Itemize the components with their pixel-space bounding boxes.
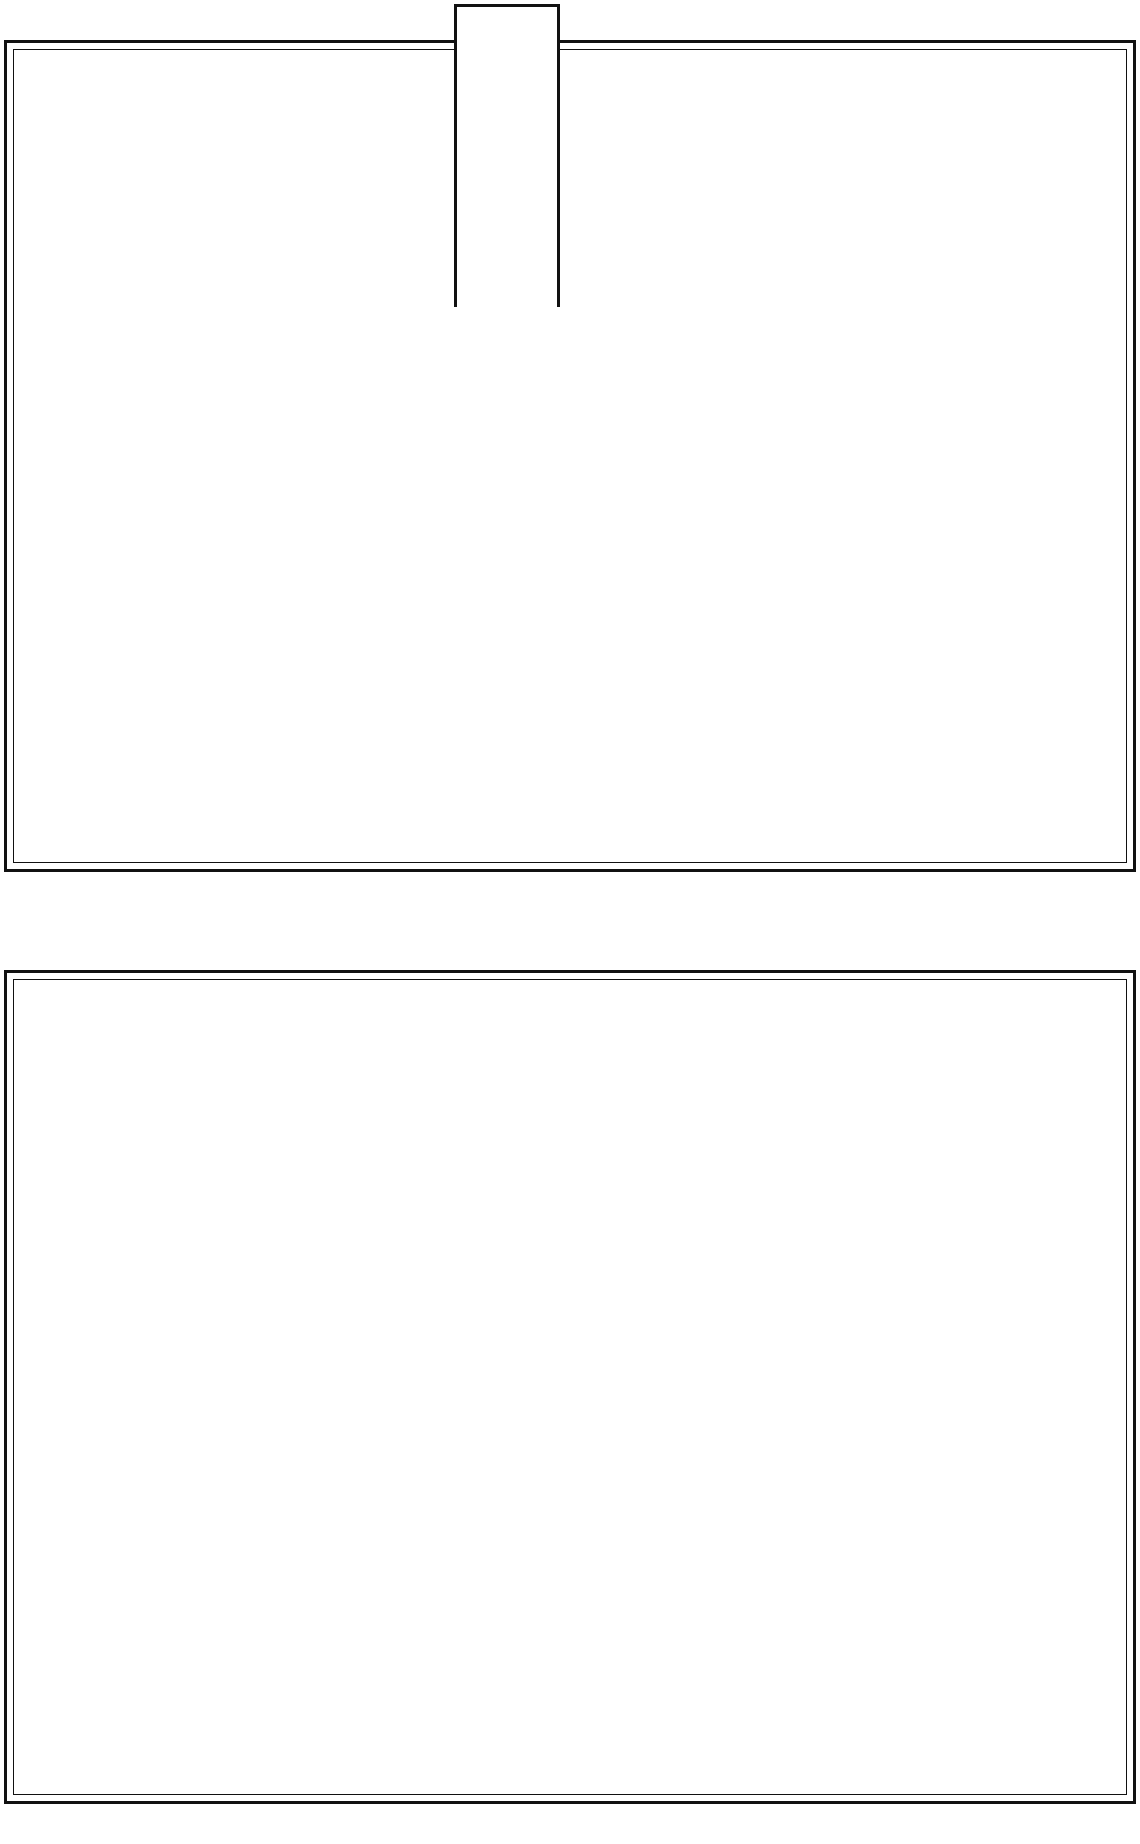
heading-tab — [454, 4, 560, 307]
bottom-frame — [4, 970, 1136, 1804]
top-frame — [4, 40, 1136, 872]
top-page — [0, 0, 1140, 880]
bottom-page — [0, 900, 1140, 1800]
